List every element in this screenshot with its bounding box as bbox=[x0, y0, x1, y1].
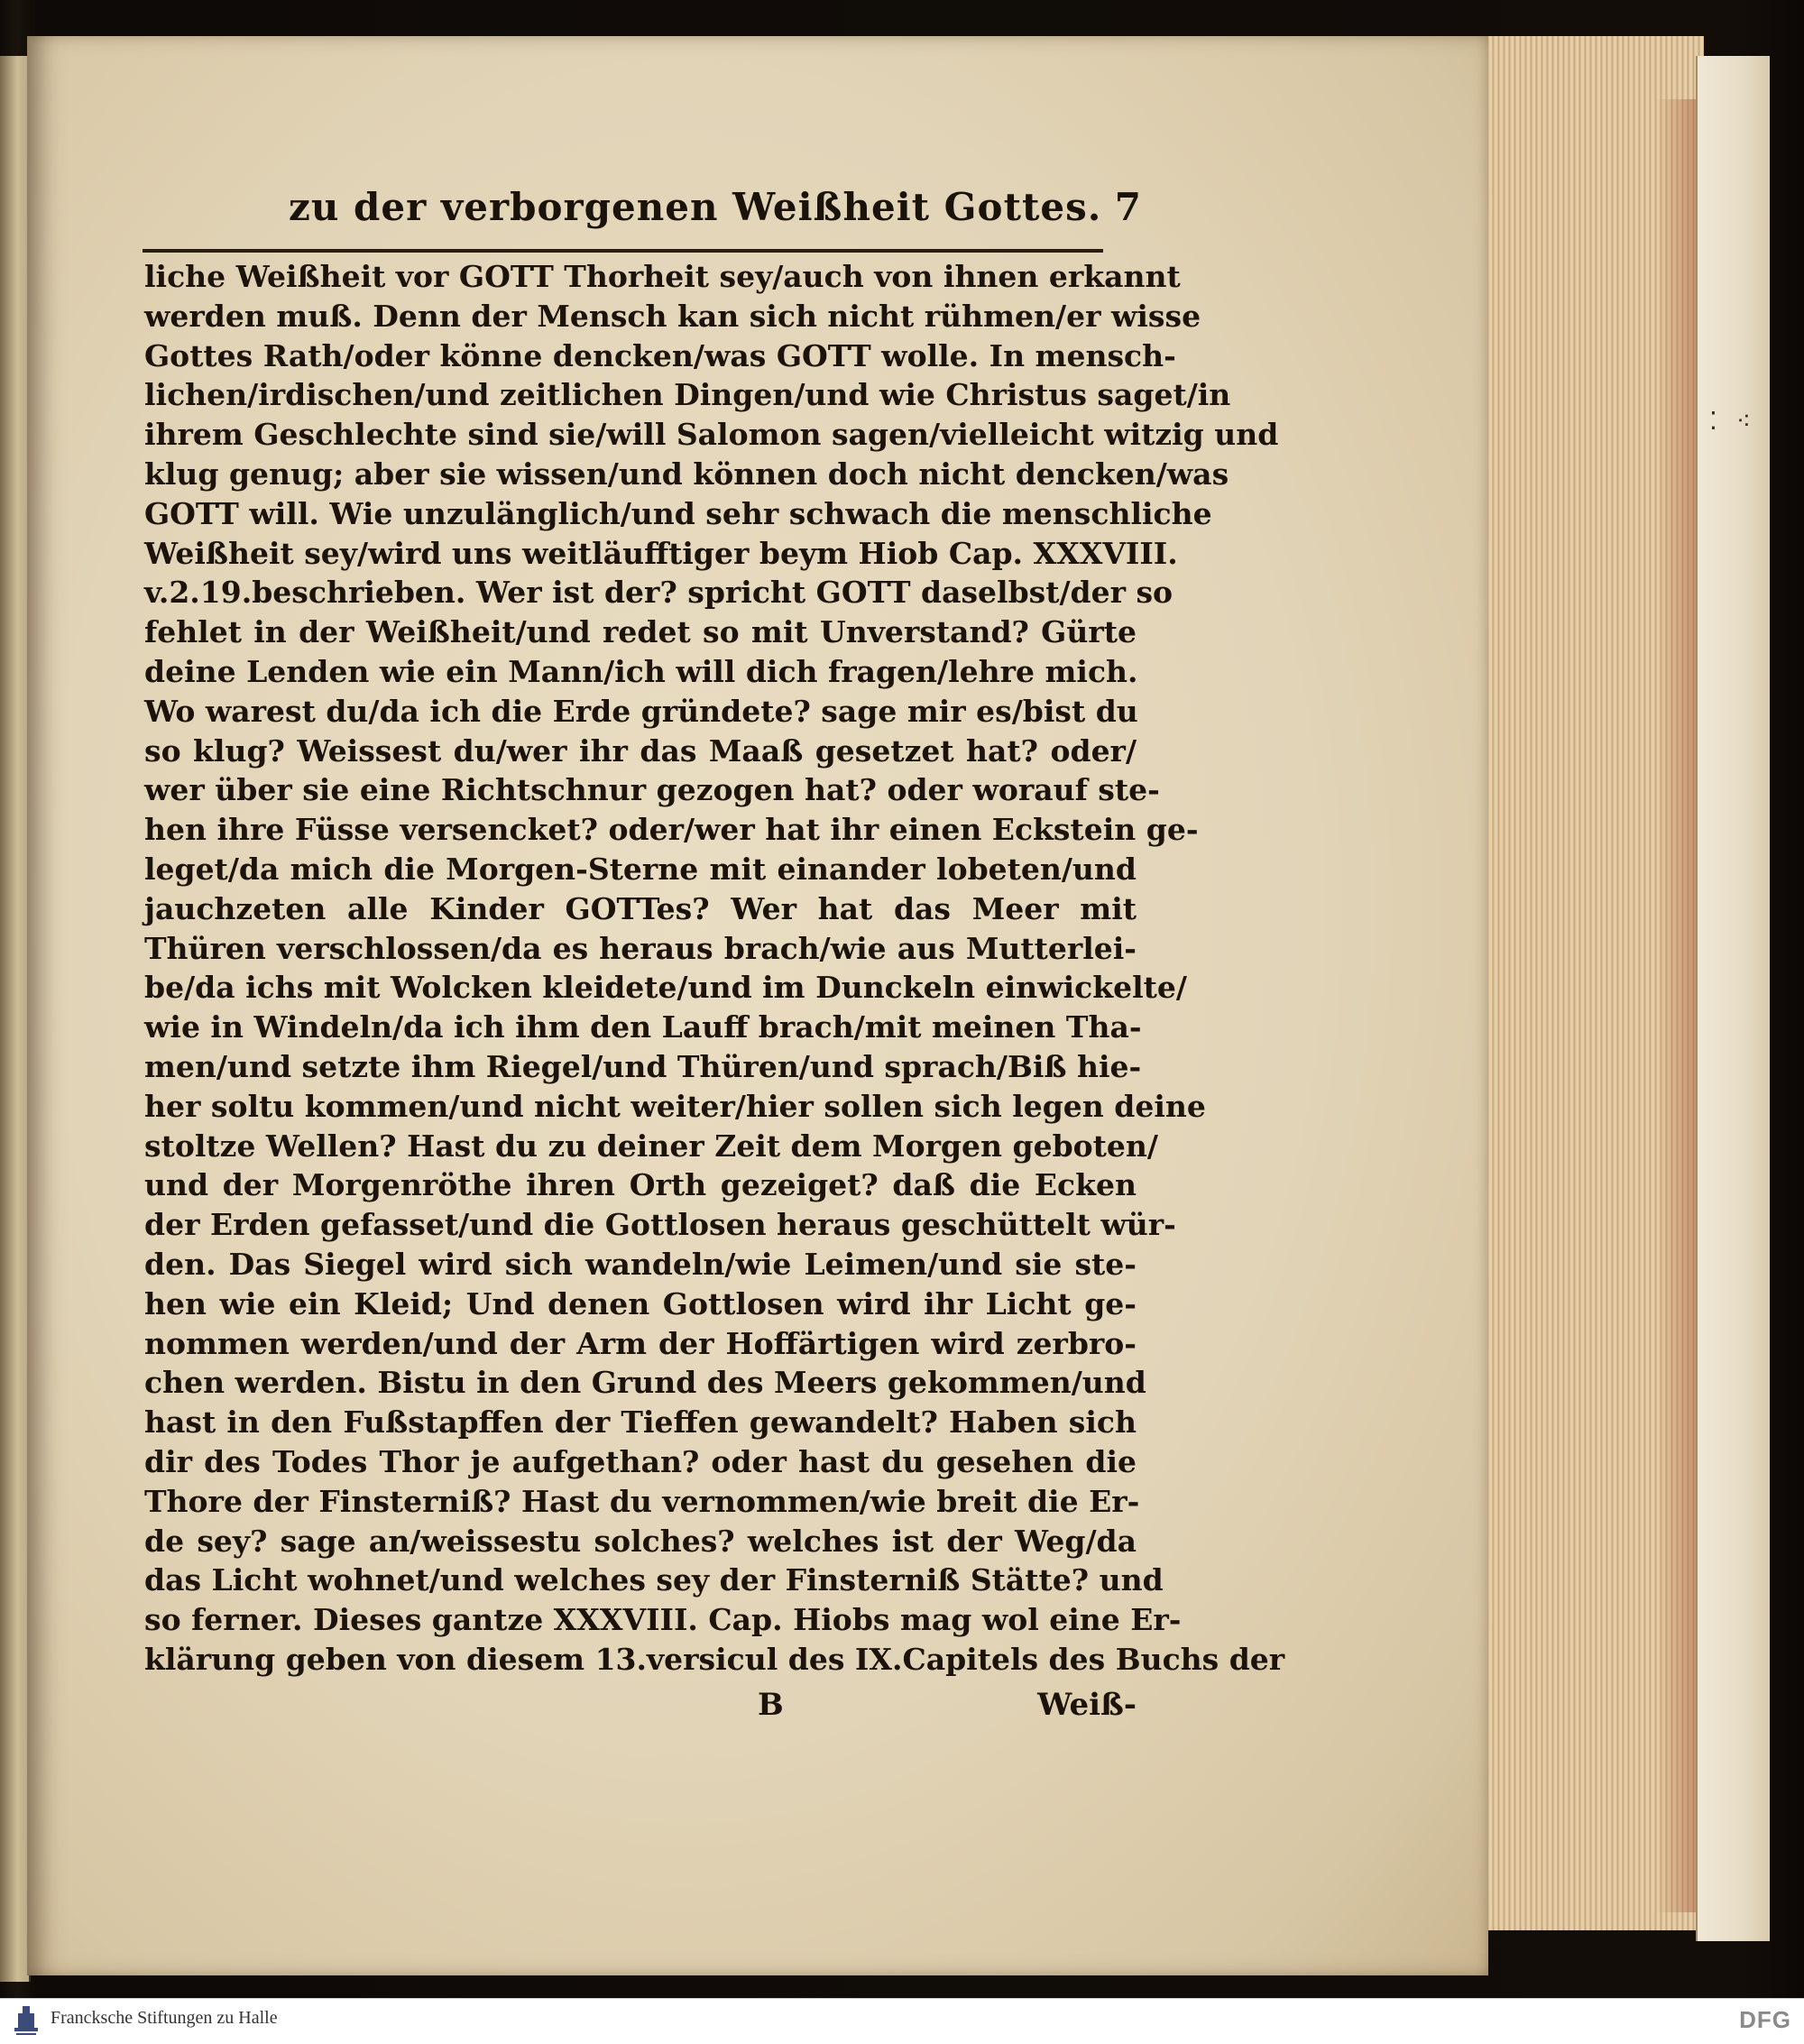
cover-marks: ⁚ ⁖ bbox=[1709, 406, 1757, 436]
text-line: de sey? sage an/weissestu solches? welches ist der Weg/da bbox=[144, 1523, 1137, 1559]
text-line: so klug? Weissest du/wer ihr das Maaß gesetzet hat? oder/ bbox=[144, 732, 1137, 769]
text-line: hen ihre Füsse versencket? oder/wer hat ihr einen Eckstein ge- bbox=[144, 812, 1199, 848]
text-line: jauchzeten alle Kinder GOTTes? Wer hat das Meer mit bbox=[144, 890, 1137, 926]
text-line: dir des Todes Thor je aufgethan? oder hast du gesehen die bbox=[144, 1443, 1137, 1479]
text-line: lichen/irdischen/und zeitlichen Dingen/und wie Christus saget/in bbox=[144, 377, 1231, 413]
text-line: GOTT will. Wie unzulänglich/und sehr schwach die menschliche bbox=[144, 495, 1212, 531]
text-line: men/und setzte ihm Riegel/und Thüren/und sprach/Biß hie- bbox=[144, 1048, 1142, 1084]
text-line: Gottes Rath/oder könne dencken/was GOTT wolle. In mensch- bbox=[144, 337, 1176, 373]
text-line: deine Lenden wie ein Mann/ich will dich fragen/lehre mich. bbox=[144, 653, 1138, 689]
text-line: fehlet in der Weißheit/und redet so mit Unverstand? Gürte bbox=[144, 614, 1137, 650]
page-number: 7 bbox=[1114, 185, 1141, 229]
body-text bbox=[144, 257, 1285, 1680]
text-line: Thore der Finsterniß? Hast du vernommen/wie breit die Er- bbox=[144, 1483, 1140, 1519]
text-line: so ferner. Dieses gantze XXXVIII. Cap. Hiobs mag wol eine Er- bbox=[144, 1602, 1182, 1638]
institution-name: Francksche Stiftungen zu Halle bbox=[51, 2008, 278, 2028]
text-line: stoltze Wellen? Hast du zu deiner Zeit dem Morgen geboten/ bbox=[144, 1128, 1158, 1164]
vellum-cover bbox=[1696, 56, 1770, 1941]
text-line: Thüren verschlossen/da es heraus brach/wie aus Mutterlei- bbox=[144, 930, 1137, 966]
text-line: ihrem Geschlechte sind sie/will Salomon sagen/vielleicht witzig und bbox=[144, 417, 1279, 453]
text-line: leget/da mich die Morgen-Sterne mit einander lobeten/und bbox=[144, 851, 1137, 887]
facing-page-edge bbox=[0, 56, 31, 1982]
text-line: werden muß. Denn der Mensch kan sich nicht rühmen/er wisse bbox=[144, 298, 1201, 334]
institution-logo-icon bbox=[13, 2004, 40, 2039]
text-line: das Licht wohnet/und welches sey der Finsterniß Stätte? und bbox=[144, 1562, 1164, 1598]
viewer-footer-bar bbox=[0, 1998, 1804, 2044]
text-line: klärung geben von diesem 13.versicul des IX.Capitels des Buchs der bbox=[144, 1641, 1285, 1677]
text-line: wie in Windeln/da ich ihm den Lauff brach/mit meinen Tha- bbox=[144, 1009, 1142, 1045]
text-line: und der Morgenröthe ihren Orth gezeiget? daß die Ecken bbox=[144, 1167, 1137, 1203]
signature-mark: B bbox=[758, 1687, 784, 1723]
text-line: Wo warest du/da ich die Erde gründete? sage mir es/bist du bbox=[144, 693, 1138, 729]
text-line: hen wie ein Kleid; Und denen Gottlosen wird ihr Licht ge- bbox=[144, 1285, 1137, 1321]
page-footer bbox=[144, 1687, 1137, 1732]
text-line: den. Das Siegel wird sich wandeln/wie Leimen/und sie ste- bbox=[144, 1246, 1137, 1282]
text-line: v.2.19.beschrieben. Wer ist der? spricht GOTT daselbst/der so bbox=[144, 575, 1174, 611]
text-line: hast in den Fußstapffen der Tieffen gewandelt? Haben sich bbox=[144, 1404, 1137, 1441]
text-line: der Erden gefasset/und die Gottlosen heraus geschüttelt wür- bbox=[144, 1207, 1176, 1243]
text-line: chen werden. Bistu in den Grund des Meers gekommen/und bbox=[144, 1365, 1146, 1401]
text-line: klug genug; aber sie wissen/und können doch nicht dencken/was bbox=[144, 456, 1229, 492]
dfg-logo: DFG bbox=[1739, 2006, 1791, 2033]
text-line: her soltu kommen/und nicht weiter/hier sollen sich legen deine bbox=[144, 1088, 1206, 1124]
page-header bbox=[289, 185, 1141, 239]
text-line: Weißheit sey/wird uns weitläufftiger beym Hiob Cap. XXXVIII. bbox=[144, 535, 1178, 571]
catchword: Weiß- bbox=[1037, 1687, 1137, 1723]
text-line: liche Weißheit vor GOTT Thorheit sey/auch von ihnen erkannt bbox=[144, 259, 1181, 294]
running-head: zu der verborgenen Weißheit Gottes. bbox=[289, 185, 1102, 229]
text-line: nommen werden/und der Arm der Hoffärtigen wird zerbro- bbox=[144, 1325, 1137, 1361]
page-edge-stain bbox=[1656, 99, 1701, 1912]
text-line: wer über sie eine Richtschnur gezogen hat? oder worauf ste- bbox=[144, 772, 1160, 808]
text-line: be/da ichs mit Wolcken kleidete/und im Dunckeln einwickelte/ bbox=[144, 970, 1187, 1006]
header-rule bbox=[143, 249, 1103, 253]
